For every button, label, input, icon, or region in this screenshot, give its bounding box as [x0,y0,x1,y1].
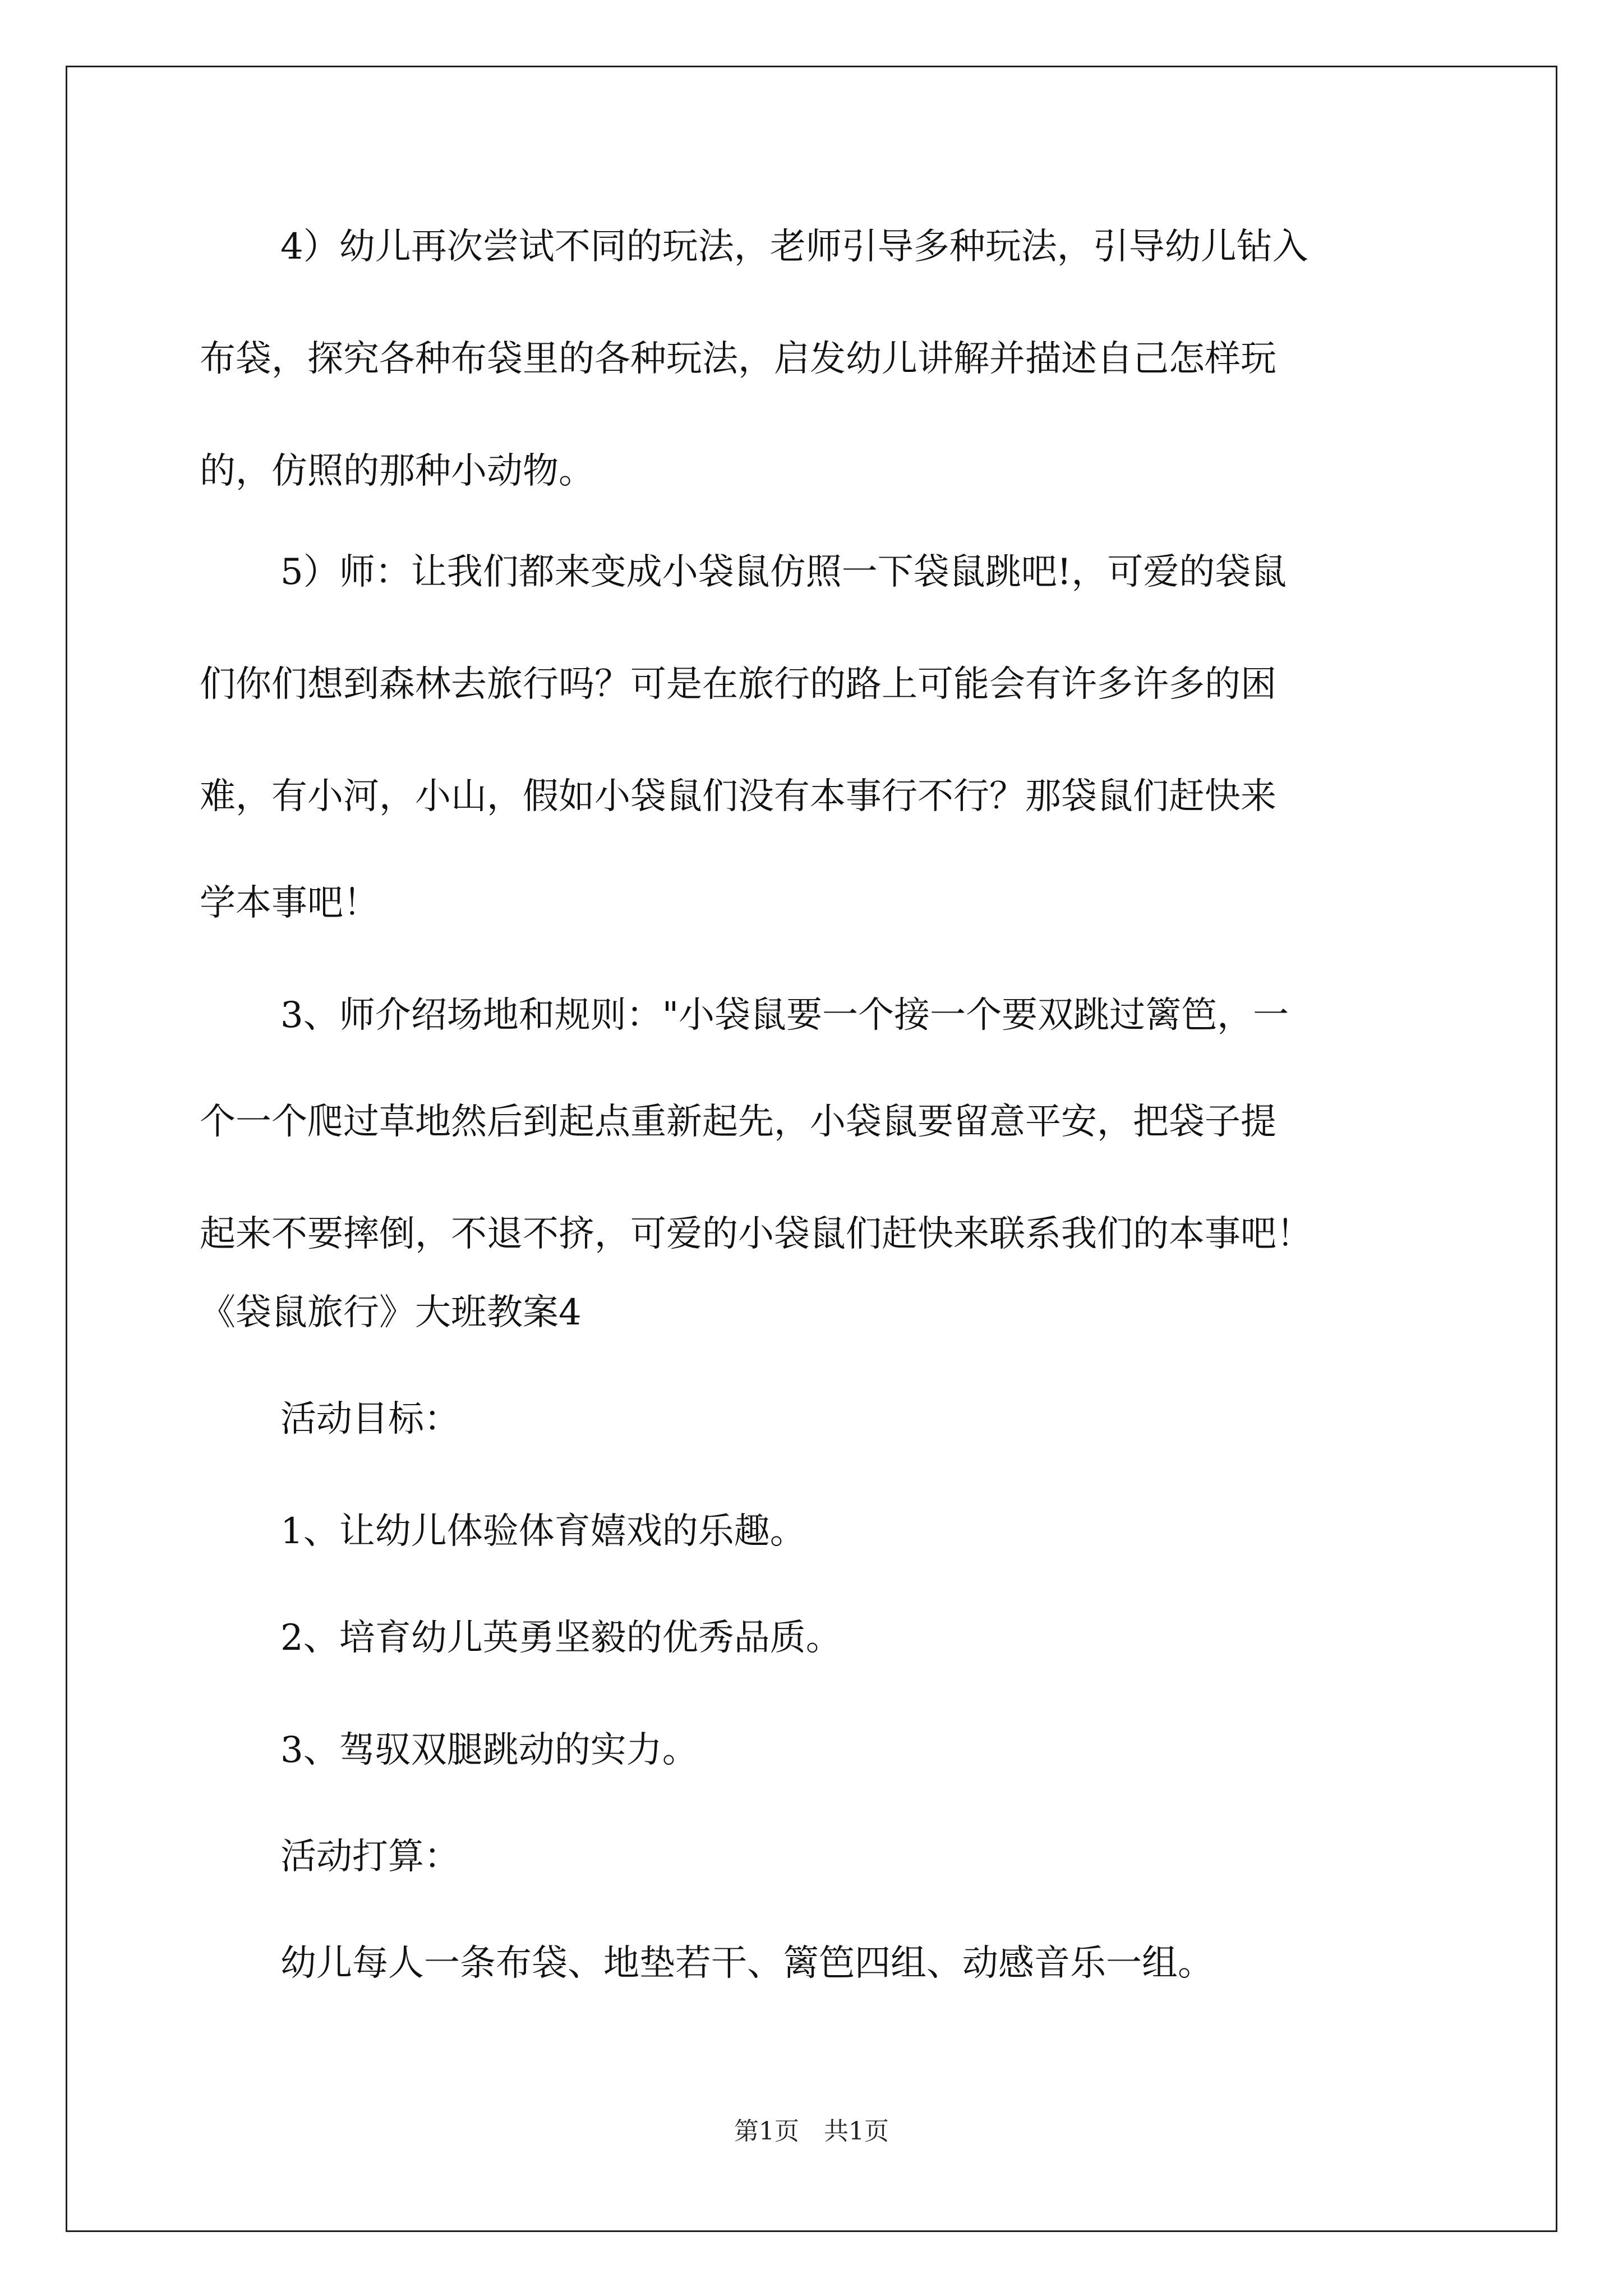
paragraph-line: 起来不要摔倒，不退不挤，可爱的小袋鼠们赶快来联系我们的本事吧！ [200,1213,1312,1255]
page-footer: 第1页 共1页 [734,2117,889,2146]
paragraph-line: 活动目标： [280,1398,460,1440]
paragraph-line: 布袋，探究各种布袋里的各种玩法，启发幼儿讲解并描述自己怎样玩 [200,338,1276,380]
paragraph-line: 学本事吧！ [200,882,379,924]
paragraph-line: 个一个爬过草地然后到起点重新起先，小袋鼠要留意平安，把袋子提 [200,1101,1276,1143]
paragraph-line: 5）师：让我们都来变成小袋鼠仿照一下袋鼠跳吧!，可爱的袋鼠 [280,551,1287,593]
paragraph-line: 的，仿照的那种小动物。 [200,450,594,492]
list-item: 2、培育幼儿英勇坚毅的优秀品质。 [280,1617,842,1659]
paragraph-line: 难，有小河，小山，假如小袋鼠们没有本事行不行？那袋鼠们赶快来 [200,776,1276,817]
paragraph-line: 们你们想到森林去旅行吗？可是在旅行的路上可能会有许多许多的困 [200,664,1276,705]
list-item: 3、驾驭双腿跳动的实力。 [280,1729,698,1771]
paragraph-line: 3、师介绍场地和规则："小袋鼠要一个接一个要双跳过篱笆，一 [280,995,1289,1036]
section-heading: 《袋鼠旅行》大班教案4 [200,1292,582,1333]
paragraph-line: 活动打算： [280,1836,460,1878]
page-border [66,66,1557,2232]
list-item: 1、让幼儿体验体育嬉戏的乐趣。 [280,1511,806,1552]
paragraph-line: 幼儿每人一条布袋、地垫若干、篱笆四组、动感音乐一组。 [280,1943,1214,1984]
paragraph-line: 4）幼儿再次尝试不同的玩法，老师引导多种玩法，引导幼儿钻入 [280,226,1308,268]
